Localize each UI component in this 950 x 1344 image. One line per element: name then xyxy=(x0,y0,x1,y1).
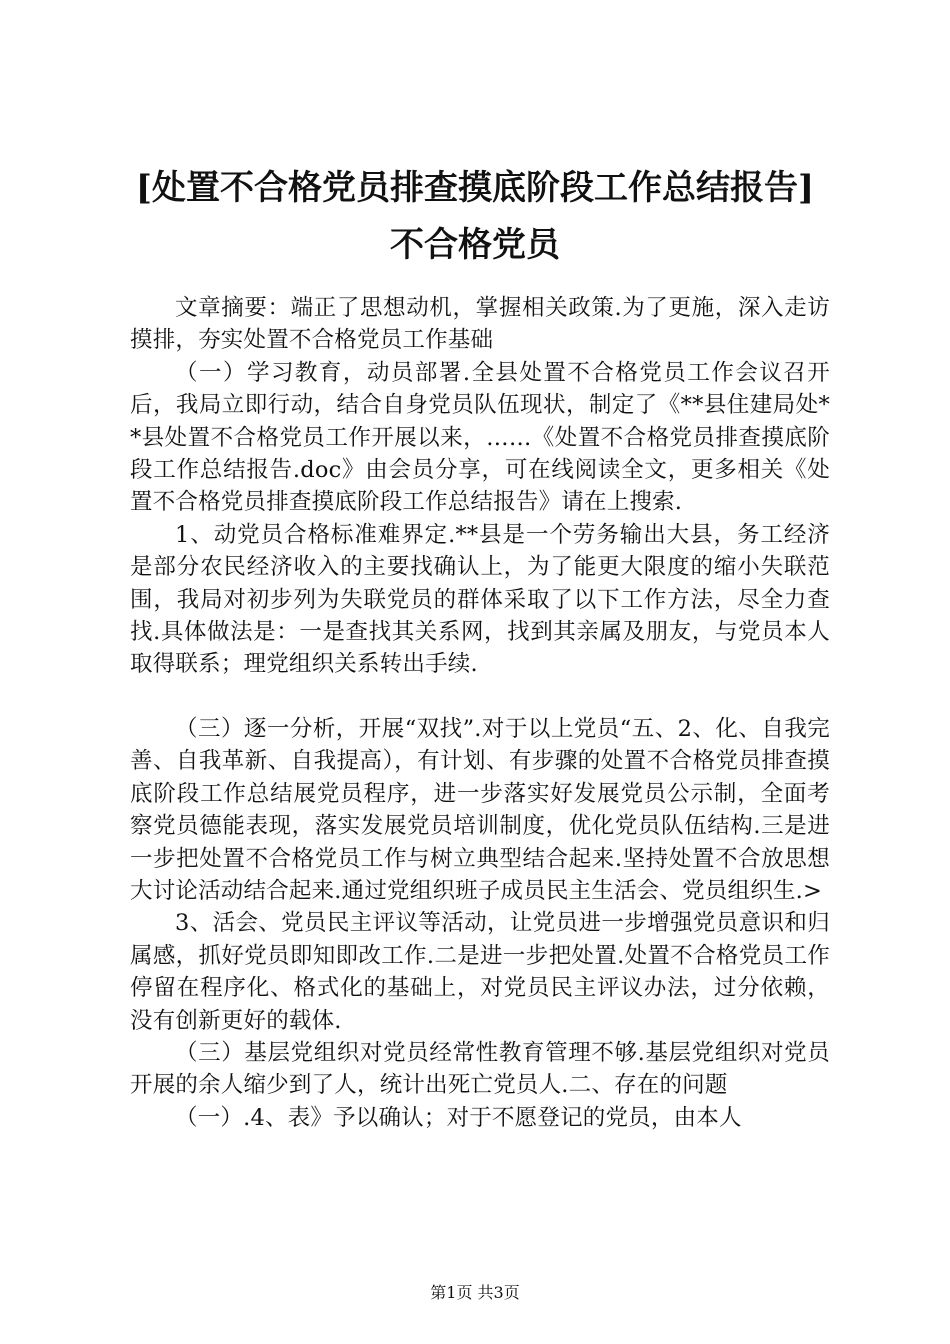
document-title-line-1: [处置不合格党员排查摸底阶段工作总结报告] xyxy=(135,168,815,208)
body-paragraph: 3、活会、党员民主评议等活动，让党员进一步增强党员意识和归属感，抓好党员即知即改工作.二是进一步把处置.处置不合格党员工作停留在程序化、格式化的基础上，对党员民主评议办法，过分依赖，没有创新更好的载体. xyxy=(130,910,830,1034)
document-title-line-2: 不合格党员 xyxy=(390,225,560,265)
abstract-paragraph: 文章摘要：端正了思想动机，掌握相关政策.为了更施，深入走访摸排，夯实处置不合格党员工作基础 xyxy=(130,295,830,354)
body-paragraph: （一）学习教育，动员部署.全县处置不合格党员工作会议召开后，我局立即行动，结合自身党员队伍现状，制定了《**县住建局处**县处置不合格党员工作开展以来，……《处置不合格党员排查摸底阶段工作总结报告.doc》由会员分享，可在线阅读全文，更多相关《处置不合格党员排查摸底阶段工作总结报告》请在上搜索. xyxy=(130,359,830,516)
body-paragraph: （三）逐一分析，开展“双找”.对于以上党员“五、2、化、自我完善、自我革新、自我提高），有计划、有步骤的处置不合格党员排查摸底阶段工作总结展党员程序，进一步落实好发展党员公示制，全面考察党员德能表现，落实发展党员培训制度，优化党员队伍结构.三是进一步把处置不合格党员工作与树立典型结合起来.坚持处置不合放思想大讨论活动结合起来.通过党组织班子成员民主生活会、党员组织生.> xyxy=(130,715,830,904)
page-number-footer: 第1页 共3页 xyxy=(430,1283,520,1302)
document-body xyxy=(130,292,830,1134)
body-paragraph: （三）基层党组织对党员经常性教育管理不够.基层党组织对党员开展的余人缩少到了人，统计出死亡党员人.二、存在的问题 xyxy=(130,1039,830,1099)
body-paragraph: （一）.4、表》予以确认；对于不愿登记的党员，由本人 xyxy=(175,1104,742,1131)
body-paragraph: 1、动党员合格标准难界定.**县是一个劳务输出大县，务工经济是部分农民经济收入的主要找确认上，为了能更大限度的缩小失联范围，我局对初步列为失联党员的群体采取了以下工作方法，尽全力查找.具体做法是：一是查找其关系网，找到其亲属及朋友，与党员本人取得联系；理党组织关系转出手续. xyxy=(130,521,830,678)
